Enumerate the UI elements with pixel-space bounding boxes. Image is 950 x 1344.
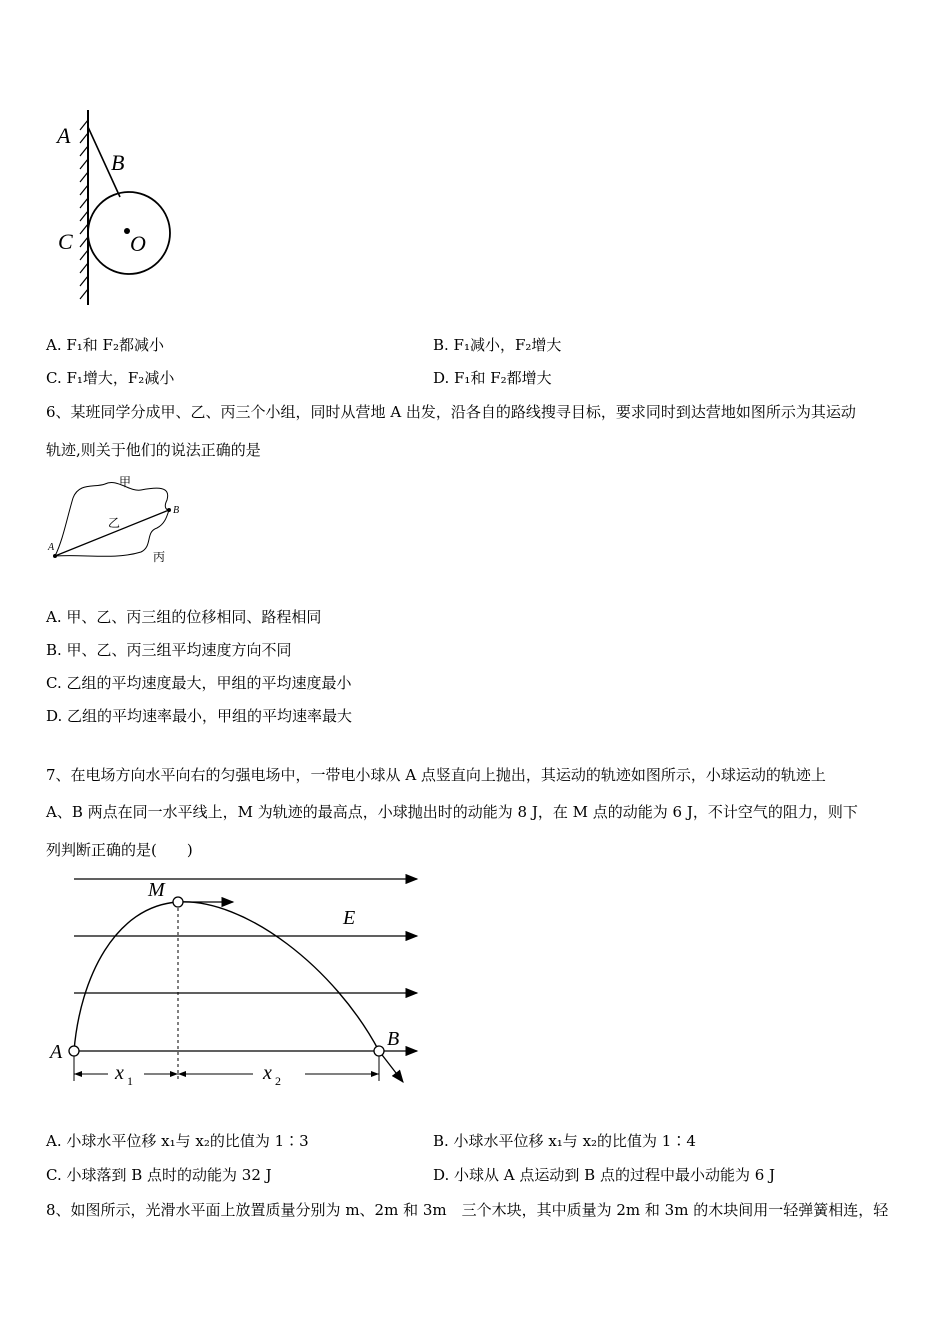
label-O: O: [130, 231, 146, 256]
label-x2: x: [263, 1062, 272, 1084]
label-B: B: [387, 1028, 400, 1050]
label-M: M: [148, 879, 165, 901]
figure-electric-field: [45, 868, 435, 1093]
label-E: E: [343, 907, 356, 929]
label-A: A: [48, 542, 55, 553]
q7-option-b: B. 小球水平位移 x₁与 x₂的比值为 1∶4: [433, 1132, 696, 1150]
q6-option-c: C. 乙组的平均速度最大，甲组的平均速度最小: [46, 674, 352, 692]
label-A: A: [57, 123, 71, 148]
q7-stem-line3: 列判断正确的是( ): [46, 841, 193, 859]
point-B: [167, 508, 171, 512]
q5-option-c: C. F₁增大，F₂减小: [46, 369, 175, 387]
label-x1: x: [115, 1062, 124, 1084]
label-C: C: [58, 229, 73, 254]
point-A: [69, 1046, 79, 1056]
q8-stem-line1: 8、如图所示，光滑水平面上放置质量分别为 m、2m 和 3m 三个木块，其中质量为 2m 和 3m 的木块间用一轻弹簧相连，轻: [46, 1201, 889, 1219]
figure-wall-ball: [50, 105, 190, 315]
label-B: B: [173, 505, 180, 516]
q6-option-d: D. 乙组的平均速率最小，甲组的平均速率最大: [46, 707, 353, 725]
q7-option-c: C. 小球落到 B 点时的动能为 32 J: [46, 1166, 272, 1184]
q5-option-b: B. F₁减小，F₂增大: [433, 336, 562, 354]
q5-option-d: D. F₁和 F₂都增大: [433, 369, 552, 387]
velocity-arrow-B: [379, 1051, 403, 1082]
trajectory-curve: [74, 902, 379, 1051]
point-A: [53, 554, 57, 558]
q7-option-a: A. 小球水平位移 x₁与 x₂的比值为 1∶3: [46, 1132, 309, 1150]
wall-hatching: [80, 120, 88, 299]
figure-trajectories: [45, 470, 195, 570]
label-yi: 乙: [108, 516, 121, 530]
label-bing: 丙: [153, 550, 166, 564]
label-jia: 甲: [119, 475, 132, 489]
q6-option-b: B. 甲、乙、丙三组平均速度方向不同: [46, 641, 292, 659]
q7-option-d: D. 小球从 A 点运动到 B 点的过程中最小动能为 6 J: [433, 1166, 776, 1184]
label-x1-sub: 1: [127, 1074, 133, 1088]
point-B: [374, 1046, 384, 1056]
point-M: [173, 897, 183, 907]
q6-option-a: A. 甲、乙、丙三组的位移相同、路程相同: [46, 608, 322, 626]
label-A: A: [50, 1041, 63, 1063]
q7-stem-line1: 7、在电场方向水平向右的匀强电场中，一带电小球从 A 点竖直向上抛出，其运动的轨迹如图所示，小球运动的轨迹上: [46, 766, 826, 784]
q7-stem-line2: A、B 两点在同一水平线上，M 为轨迹的最高点，小球抛出时的动能为 8 J，在 M 点的动能为 6 J，不计空气的阻力，则下: [46, 803, 858, 821]
label-x2-sub: 2: [275, 1074, 281, 1088]
q6-stem-line1: 6、某班同学分成甲、乙、丙三个小组，同时从营地 A 出发，沿各自的路线搜寻目标，要求同时到达营地如图所示为其运动: [46, 403, 856, 421]
label-B: B: [111, 150, 125, 175]
q5-option-a: A. F₁和 F₂都减小: [46, 336, 164, 354]
q6-stem-line2: 轨迹,则关于他们的说法正确的是: [46, 441, 261, 459]
